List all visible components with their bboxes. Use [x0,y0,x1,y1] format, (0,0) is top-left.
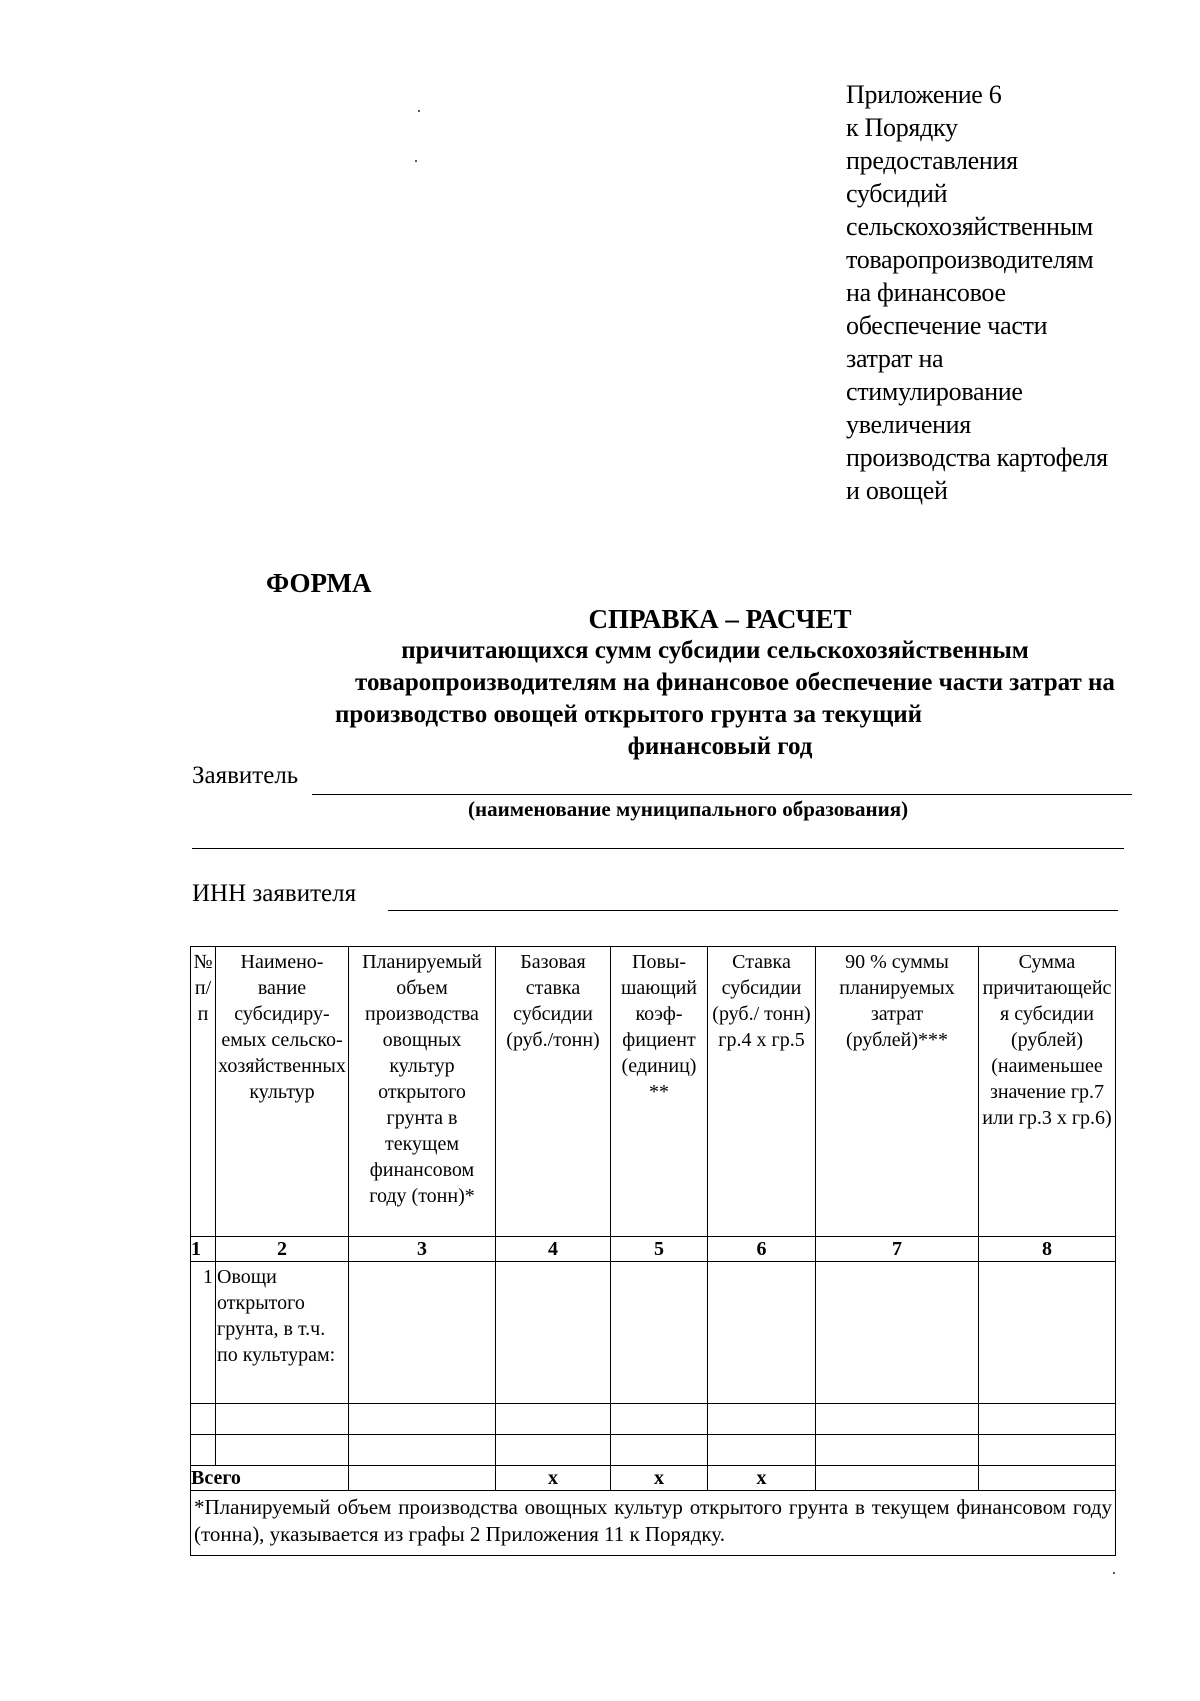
base-rate-cell[interactable] [496,1262,611,1404]
table-cell[interactable] [349,1435,496,1466]
table-cell[interactable] [611,1404,708,1435]
planned-costs-cell[interactable] [816,1262,979,1404]
column-number: 3 [349,1237,496,1262]
column-number: 2 [216,1237,349,1262]
inn-label: ИНН заявителя [192,880,357,907]
total-cross-mark: х [611,1466,708,1491]
column-number: 4 [496,1237,611,1262]
appendix-line: сельскохозяйственным [846,212,1093,241]
crop-name: Овощи открытого грунта, в т.ч. по культурам: [216,1262,349,1404]
table-cell[interactable] [708,1435,816,1466]
table-row [191,1404,1116,1435]
footnote: *Планируемый объем производства овощных культур открытого грунта в текущем финансовом году (тонна), указывается из графы 2 Приложения 11 к Порядку. [191,1491,1116,1556]
subsidy-sum-cell[interactable] [979,1262,1116,1404]
appendix-line: затрат на [846,344,944,373]
table-cell[interactable] [191,1435,216,1466]
title-line-4: финансовый год [627,733,813,760]
total-row [191,1466,1116,1491]
table-cell[interactable] [979,1404,1116,1435]
column-number: 5 [611,1237,708,1262]
table-row [191,1435,1116,1466]
scan-speck [418,110,420,112]
table-cell[interactable] [816,1404,979,1435]
title-main: СПРАВКА – РАСЧЕТ [588,604,852,634]
appendix-line: предоставления [846,146,1018,175]
calculation-table [190,946,1116,1556]
table-header-row [191,947,1116,1237]
title-line-1: причитающихся сумм субсидии сельскохозяйственным [401,637,1029,664]
title-line-2: товаропроизводителям на финансовое обеспечение части затрат на [355,669,1115,696]
table-cell[interactable] [496,1435,611,1466]
scan-speck [1113,1572,1115,1574]
total-label: Всего [191,1466,349,1491]
applicant-field-continuation[interactable] [192,848,1124,849]
total-cross-mark: х [708,1466,816,1491]
table-cell[interactable] [708,1404,816,1435]
table-cell[interactable] [216,1404,349,1435]
subsidy-rate-cell[interactable] [708,1262,816,1404]
coefficient-cell[interactable] [611,1262,708,1404]
applicant-field[interactable] [312,794,1132,795]
header-cell: № п/п [191,947,216,1237]
header-cell: Сумма причитающейся субсидии (рублей) (наименьшее значение гр.7 или гр.3 х гр.6) [979,947,1116,1237]
total-costs-cell[interactable] [816,1466,979,1491]
row-number: 1 [191,1262,216,1404]
planned-volume-cell[interactable] [349,1262,496,1404]
title-line-3: производство овощей открытого грунта за текущий [335,701,923,728]
scan-speck [415,160,417,162]
applicant-hint: (наименование муниципального образования) [468,797,909,821]
appendix-line: Приложение 6 [846,80,1002,109]
form-label: ФОРМА [266,568,372,598]
appendix-line: производства картофеля [846,443,1108,472]
header-cell: Ставка субсидии (руб./ тонн) гр.4 х гр.5 [708,947,816,1237]
column-number: 8 [979,1237,1116,1262]
appendix-line: стимулирование [846,377,1023,406]
table-cell[interactable] [816,1435,979,1466]
appendix-line: к Порядку [846,113,958,142]
table-cell[interactable] [349,1404,496,1435]
header-cell: Наимено-вание субсидиру-емых сельско-хозяйственных культур [216,947,349,1237]
total-cross-mark: х [496,1466,611,1491]
table-cell[interactable] [496,1404,611,1435]
appendix-line: и овощей [846,476,948,505]
appendix-block [846,78,1176,507]
column-number-row [191,1237,1116,1262]
appendix-line: субсидий [846,179,948,208]
table-cell[interactable] [611,1435,708,1466]
appendix-line: на финансовое [846,278,1006,307]
table-cell[interactable] [191,1404,216,1435]
total-subsidy-cell[interactable] [979,1466,1116,1491]
document-title [230,603,1170,763]
footnote-row [191,1491,1116,1556]
appendix-line: увеличения [846,410,971,439]
column-number: 7 [816,1237,979,1262]
column-number: 1 [191,1237,216,1262]
applicant-label: Заявитель [192,762,299,789]
header-cell: Планируемый объем производства овощных культур открытого грунта в текущем финансовом году (тонн)* [349,947,496,1237]
total-volume-cell[interactable] [349,1466,496,1491]
table-cell[interactable] [216,1435,349,1466]
table-cell[interactable] [979,1435,1116,1466]
column-number: 6 [708,1237,816,1262]
header-cell: Повы-шающий коэф-фициент (единиц) ** [611,947,708,1237]
inn-field[interactable] [388,910,1118,911]
appendix-line: товаропроизводителям [846,245,1094,274]
table-row [191,1262,1116,1404]
appendix-line: обеспечение части [846,311,1048,340]
header-cell: 90 % суммы планируемых затрат (рублей)*** [816,947,979,1237]
header-cell: Базовая ставка субсидии (руб./тонн) [496,947,611,1237]
